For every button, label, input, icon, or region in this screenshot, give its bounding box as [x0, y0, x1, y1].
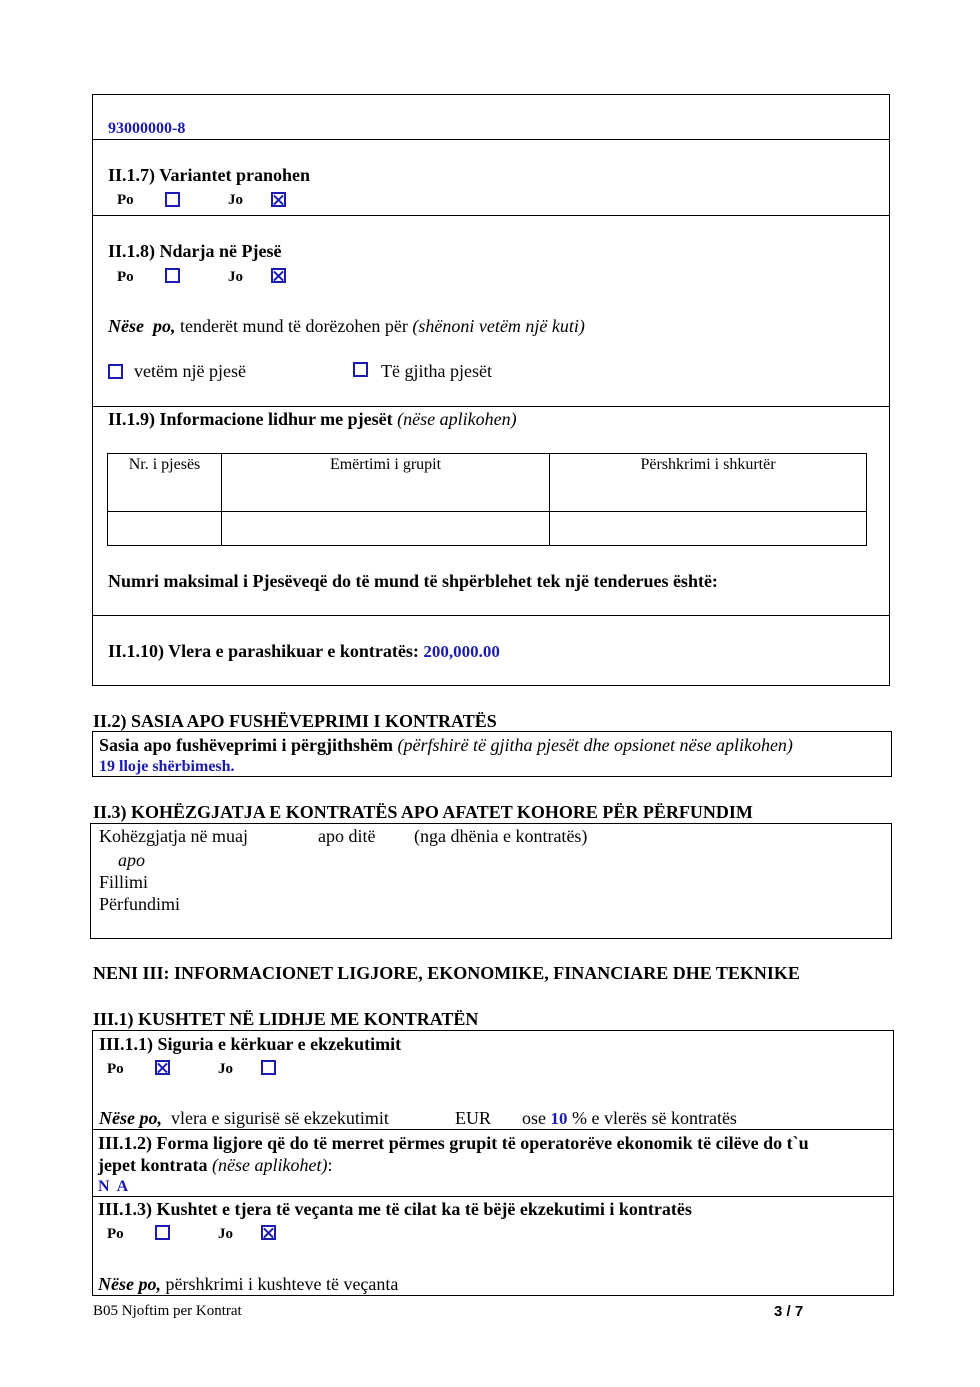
divider — [92, 215, 890, 216]
max-lots-text: Numri maksimal i Pjesëveqë do të mund të shpërblehet tek një tenderues është: — [108, 571, 718, 591]
cpv-code: 93000000-8 — [108, 120, 186, 137]
legal-form-title: III.1.2) Forma ligjore që do të merret përmes grupit të operatorëve ekonomik të cilëve do t`u — [98, 1133, 809, 1153]
lots-jo-label: Jo — [228, 269, 243, 285]
variants-title: II.1.7) Variantet pranohen — [108, 165, 311, 185]
lots-table-cell[interactable] — [107, 511, 222, 546]
quantity-line — [99, 735, 793, 756]
lots-info-hint: (nëse aplikohen) — [397, 409, 517, 429]
lots-note-lead: Nëse po, — [108, 316, 176, 336]
lots-note — [108, 316, 585, 337]
one-lot-checkbox[interactable] — [108, 364, 123, 379]
article-iii-heading: NENI III: INFORMACIONET LIGJORE, EKONOMIKE, FINANCIARE DHE TEKNIKE — [93, 963, 800, 983]
duration-months-label: Kohëzgjatja në muaj — [99, 826, 248, 846]
lots-note-hint: (shënoni vetëm një kuti) — [412, 316, 585, 336]
legal-form-line2 — [98, 1155, 332, 1176]
variants-po-label: Po — [117, 192, 134, 208]
legal-form-colon: : — [327, 1155, 333, 1175]
special-po-label: Po — [107, 1226, 124, 1242]
divider — [92, 406, 890, 407]
lots-table-header-nr: Nr. i pjesës — [107, 453, 222, 512]
duration-heading: II.3) KOHËZGJATJA E KONTRATËS APO AFATET KOHORE PËR PËRFUNDIM — [93, 802, 753, 822]
quantity-value: 19 lloje shërbimesh. — [99, 758, 235, 775]
quantity-label: Sasia apo fushëveprimi i përgjithshëm — [99, 735, 394, 755]
estimated-value-label: II.1.10) Vlera e parashikuar e kontratës: — [108, 641, 424, 661]
special-jo-checkbox[interactable] — [261, 1225, 276, 1240]
special-desc-line — [98, 1274, 398, 1295]
lots-table-cell[interactable] — [221, 511, 550, 546]
footer-form-name: B05 Njoftim per Kontrat — [93, 1303, 242, 1319]
lots-table-header-name: Emërtimi i grupit — [221, 453, 550, 512]
guarantee-po-label: Po — [107, 1061, 124, 1077]
divider — [92, 615, 890, 616]
variants-jo-label: Jo — [228, 192, 243, 208]
guarantee-value-line — [99, 1108, 389, 1129]
lots-po-checkbox[interactable] — [165, 268, 180, 283]
lots-table-cell[interactable] — [549, 511, 867, 546]
guarantee-lead: Nëse po, — [99, 1108, 162, 1128]
guarantee-percent-text: % e vlerës së kontratës — [567, 1108, 737, 1128]
duration-or: apo — [118, 850, 145, 870]
lots-title: II.1.8) Ndarja në Pjesë — [108, 241, 282, 261]
one-lot-label: vetëm një pjesë — [134, 361, 246, 381]
guarantee-or: ose — [522, 1108, 551, 1128]
estimated-value-amount: 200,000.00 — [423, 642, 500, 661]
legal-form-value: N A — [98, 1178, 129, 1195]
lots-table-header-desc: Përshkrimi i shkurtër — [549, 453, 867, 512]
guarantee-jo-checkbox[interactable] — [261, 1060, 276, 1075]
divider — [92, 139, 890, 140]
duration-end-label: Përfundimi — [99, 894, 180, 914]
all-lots-label: Të gjitha pjesët — [381, 361, 492, 381]
lots-info-title — [108, 409, 517, 430]
special-po-checkbox[interactable] — [155, 1225, 170, 1240]
duration-start-label: Fillimi — [99, 872, 149, 892]
divider — [92, 1196, 894, 1197]
all-lots-checkbox[interactable] — [353, 362, 368, 377]
guarantee-title: III.1.1) Siguria e kërkuar e ekzekutimit — [99, 1034, 402, 1054]
guarantee-currency: EUR — [455, 1108, 491, 1128]
guarantee-percent: 10 — [550, 1109, 568, 1128]
variants-po-checkbox[interactable] — [165, 192, 180, 207]
guarantee-percent-line — [522, 1108, 737, 1129]
lots-jo-checkbox[interactable] — [271, 268, 286, 283]
quantity-hint: (përfshirë të gjitha pjesët dhe opsionet nëse aplikohen) — [393, 735, 793, 755]
guarantee-jo-label: Jo — [218, 1061, 233, 1077]
quantity-heading: II.2) SASIA APO FUSHËVEPRIMI I KONTRATËS — [93, 711, 497, 731]
guarantee-text: vlera e sigurisë së ekzekutimit — [161, 1108, 389, 1128]
estimated-value — [108, 641, 500, 662]
conditions-heading: III.1) KUSHTET NË LIDHJE ME KONTRATËN — [93, 1009, 479, 1029]
guarantee-po-checkbox[interactable] — [155, 1060, 170, 1075]
lots-info-title-text: II.1.9) Informacione lidhur me pjesët — [108, 409, 398, 429]
lots-po-label: Po — [117, 269, 134, 285]
legal-form-title-2: jepet kontrata — [98, 1155, 208, 1175]
special-text: përshkrimi i kushteve të veçanta — [160, 1274, 399, 1294]
duration-from-award: (nga dhënia e kontratës) — [414, 826, 588, 846]
special-lead: Nëse po, — [98, 1274, 161, 1294]
divider — [92, 1129, 894, 1130]
page-number: 3 / 7 — [774, 1303, 804, 1320]
duration-days-label: apo ditë — [318, 826, 376, 846]
legal-form-hint: (nëse aplikohet) — [207, 1155, 328, 1175]
lots-note-text: tenderët mund të dorëzohen për — [175, 316, 413, 336]
special-jo-label: Jo — [218, 1226, 233, 1242]
special-conditions-title: III.1.3) Kushtet e tjera të veçanta me të cilat ka të bëjë ekzekutimi i kontratës — [98, 1199, 692, 1219]
variants-jo-checkbox[interactable] — [271, 192, 286, 207]
